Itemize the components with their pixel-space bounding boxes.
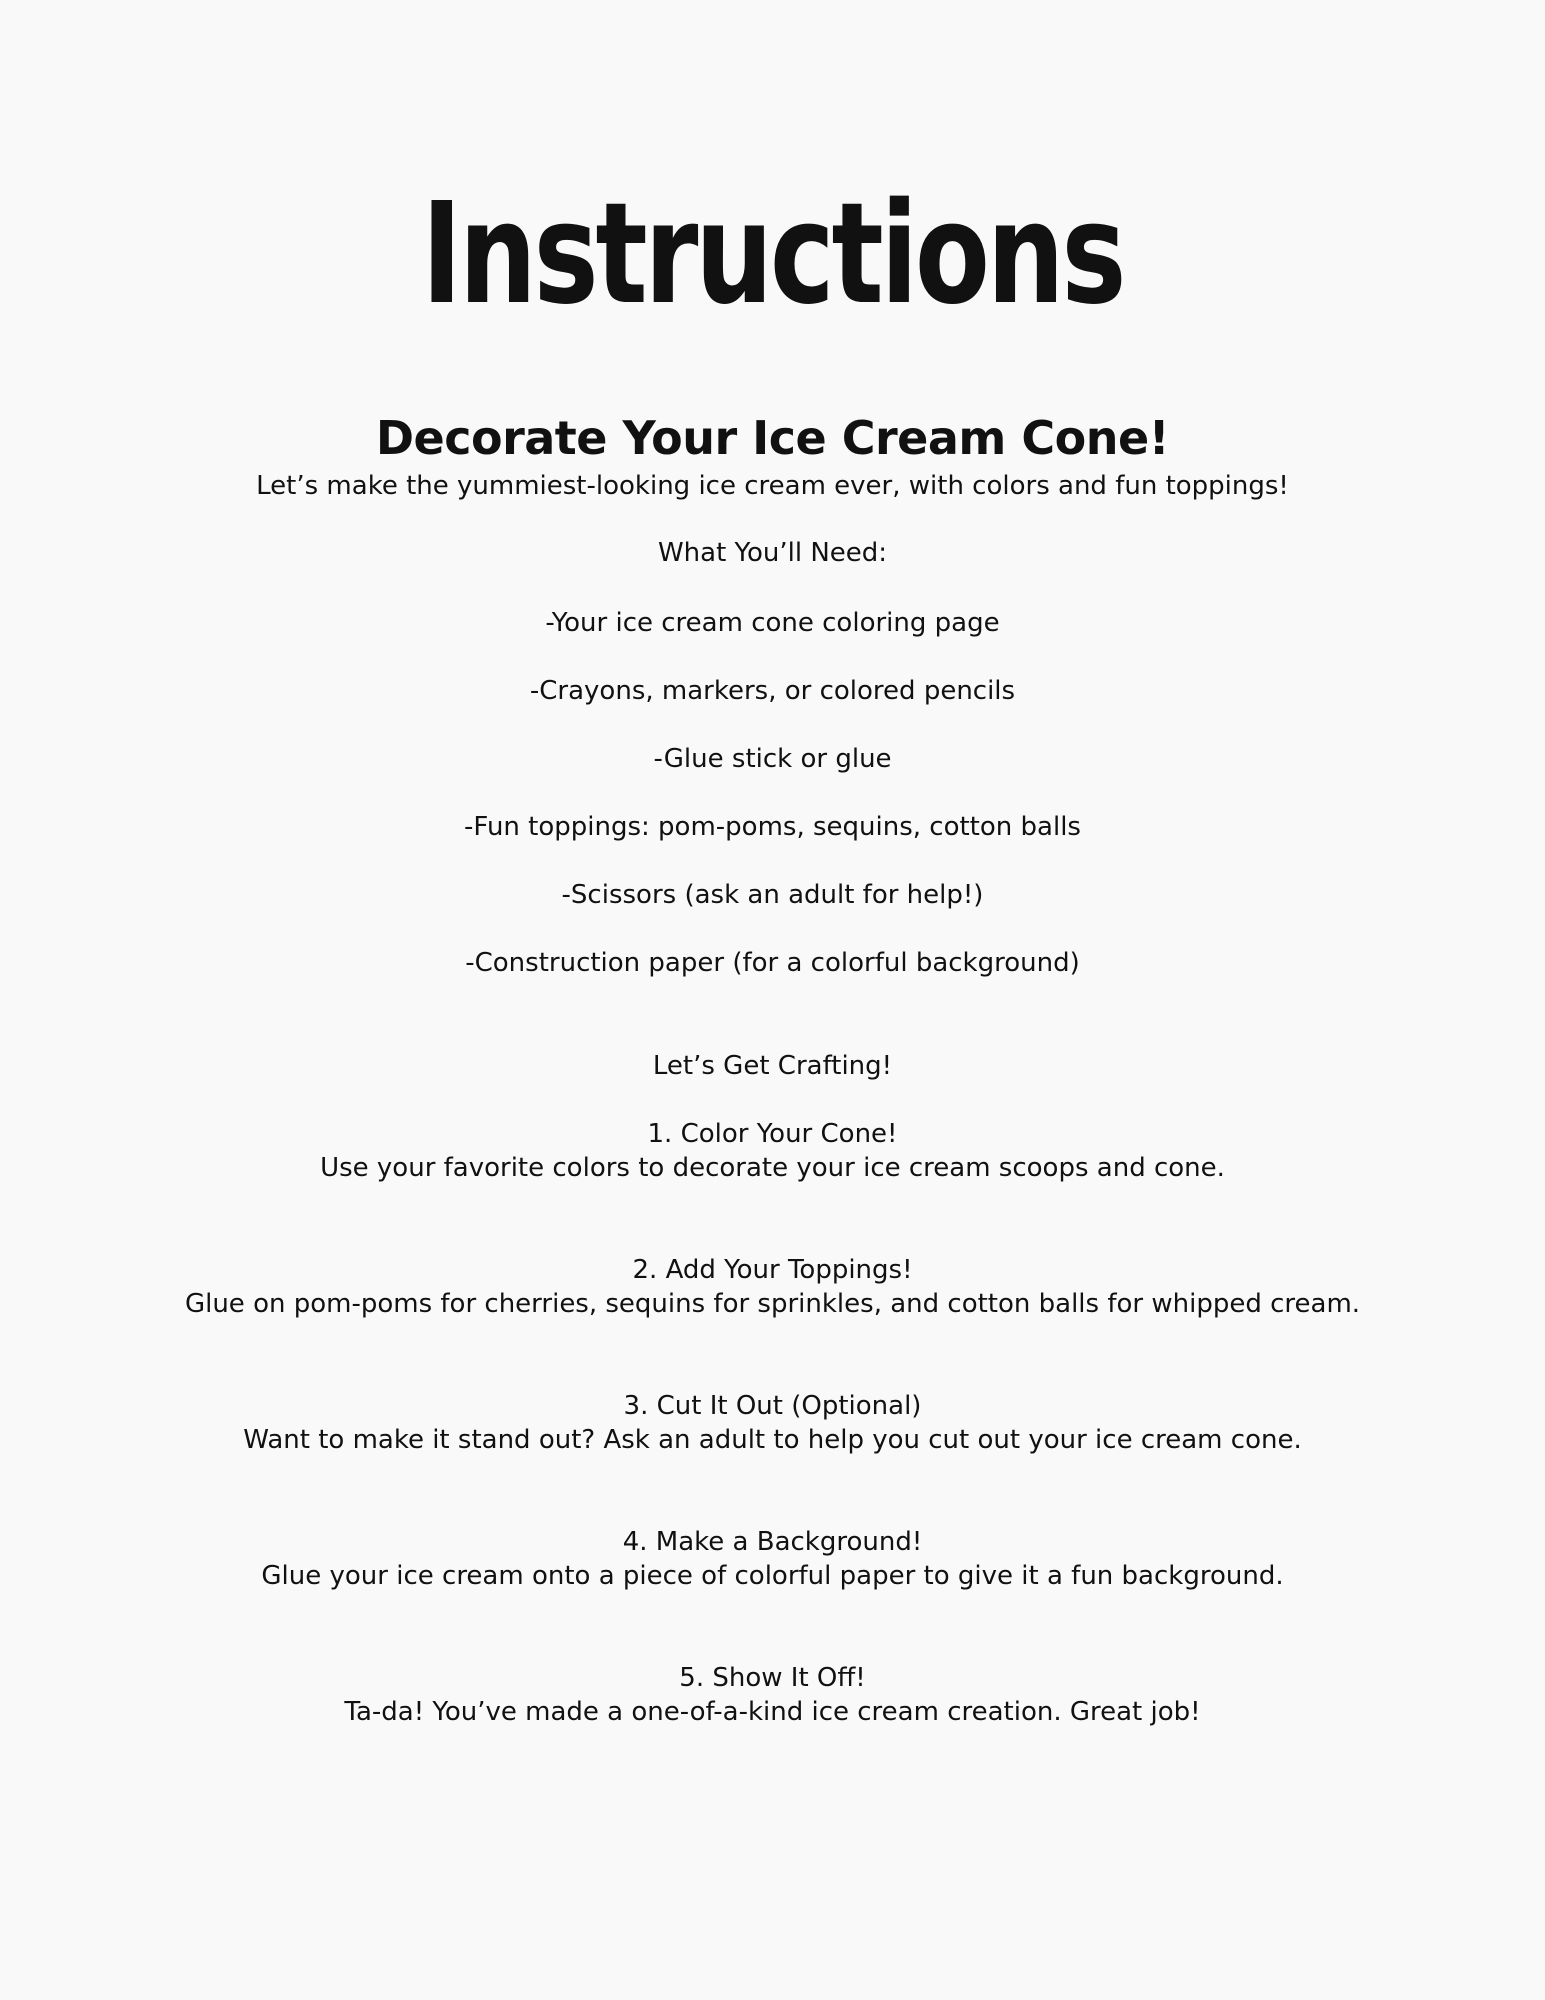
supply-item: -Your ice cream cone coloring page [545, 608, 1000, 638]
supply-item: -Glue stick or glue [653, 744, 892, 774]
step-title: 5. Show It Off! [679, 1663, 866, 1693]
supply-item: -Scissors (ask an adult for help!) [561, 880, 984, 910]
step-title: 1. Color Your Cone! [647, 1119, 898, 1149]
supplies-heading: What You’ll Need: [657, 538, 888, 568]
page-title: Instructions [421, 173, 1124, 336]
step-text: Glue your ice cream onto a piece of colorful paper to give it a fun background. [261, 1561, 1284, 1591]
step-text: Ta-da! You’ve made a one-of-a-kind ice cream creation. Great job! [344, 1697, 1201, 1727]
step-title: 3. Cut It Out (Optional) [623, 1391, 922, 1421]
step-text: Glue on pom-poms for cherries, sequins for sprinkles, and cotton balls for whipped cream. [184, 1289, 1361, 1319]
intro-text: Let’s make the yummiest-looking ice cream ever, with colors and fun toppings! [256, 471, 1289, 501]
supply-item: -Construction paper (for a colorful background) [465, 948, 1080, 978]
supply-item: -Fun toppings: pom-poms, sequins, cotton balls [464, 812, 1081, 842]
step-title: 4. Make a Background! [622, 1527, 923, 1557]
steps-heading: Let’s Get Crafting! [652, 1051, 893, 1081]
step-text: Use your favorite colors to decorate your ice cream scoops and cone. [320, 1153, 1225, 1183]
step-text: Want to make it stand out? Ask an adult to help you cut out your ice cream cone. [243, 1425, 1302, 1455]
craft-subtitle: Decorate Your Ice Cream Cone! [375, 411, 1170, 465]
supply-item: -Crayons, markers, or colored pencils [529, 676, 1016, 706]
step-title: 2. Add Your Toppings! [632, 1255, 913, 1285]
